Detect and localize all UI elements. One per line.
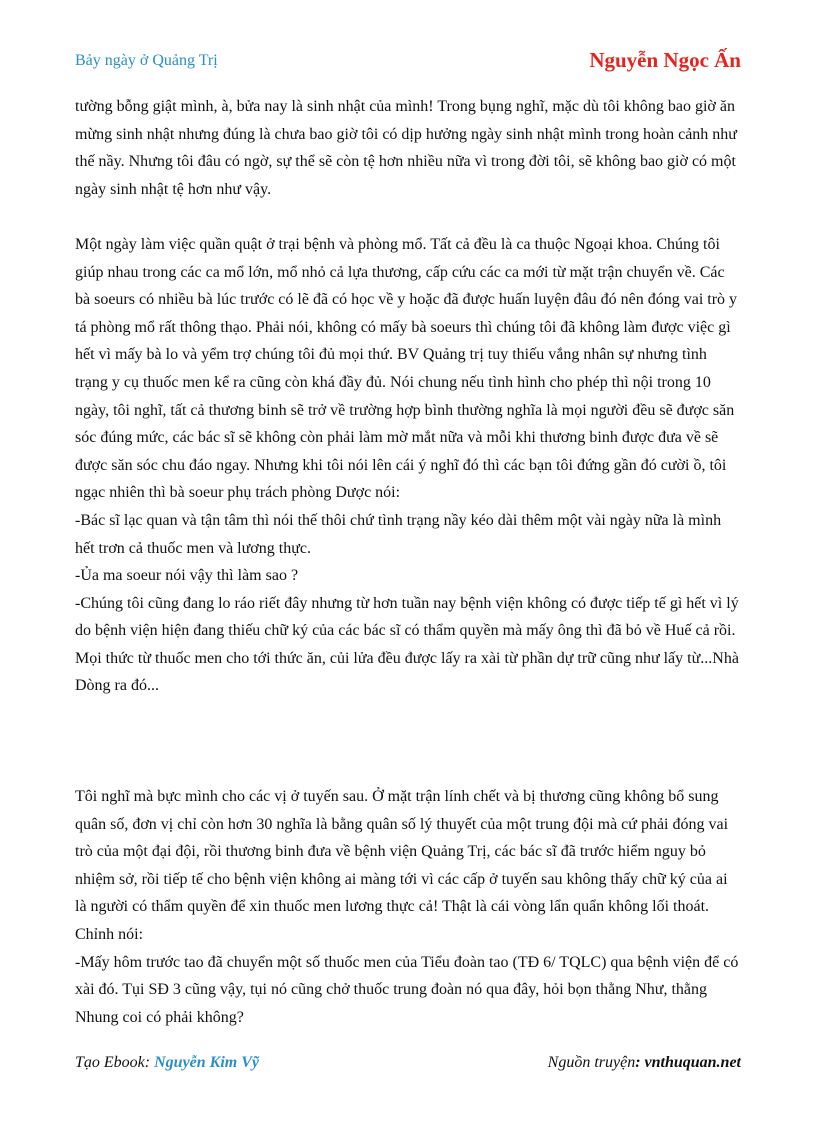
page-body xyxy=(75,93,743,1031)
ebook-creator-name: Nguyễn Kim Vỹ xyxy=(154,1054,259,1071)
paragraph: tường bỗng giật mình, à, bửa nay là sinh nhật của mình! Trong bụng nghĩ, mặc dù tôi không bao giờ ăn mừng sinh nhật nhưng đúng là chưa bao giờ tôi có dịp hưởng ngày sinh nhật mình trong hoàn cảnh như thế nầy. Nhưng tôi đâu có ngờ, sự thể sẽ còn tệ hơn nhiều nữa vì trong đời tôi, sẽ không bao giờ có một ngày sinh nhật tệ hơn như vậy. xyxy=(75,98,737,198)
ebook-credit xyxy=(75,1054,259,1072)
dialogue-line: -Chúng tôi cũng đang lo ráo riết đây nhưng từ hơn tuần nay bệnh viện không có được tiếp tế gì hết vì lý do bệnh viện hiện đang thiếu chữ ký của các bác sĩ có thẩm quyền mà mấy ông thì đã bỏ về Huế cả rồi. Mọi thức từ thuốc men cho tới thức ăn, củi lửa đều được lấy ra xài từ phần dự trữ cũng như lấy từ...Nhà Dòng ra đó... xyxy=(75,594,739,695)
source-credit xyxy=(548,1054,741,1072)
dialogue-line: -Mấy hôm trước tao đã chuyển một số thuốc men của Tiểu đoàn tao (TĐ 6/ TQLC) qua bệnh viện để có xài đó. Tụi SĐ 3 cũng vậy, tụi nó cũng chở thuốc trung đoàn nó qua đây, hỏi bọn thằng Như, thằng Nhung coi có phải không? xyxy=(75,953,739,1026)
dialogue-line: -Ủa ma soeur nói vậy thì làm sao ? xyxy=(75,567,299,585)
paragraph-gap xyxy=(75,203,743,231)
source-separator: : xyxy=(635,1054,645,1071)
source-site: vnthuquan.net xyxy=(644,1054,741,1071)
paragraph-gap xyxy=(75,700,743,783)
paragraph: Tôi nghĩ mà bực mình cho các vị ở tuyến sau. Ở mặt trận lính chết và bị thương cũng không bổ sung quân số, đơn vị chỉ còn hơn 30 nghĩa là bằng quân số lý thuyết của một trung đội mà cứ phải đóng vai trò của một đại đội, rồi thương binh đưa về bệnh viện Quảng Trị, các bác sĩ đã trước hiểm nguy bỏ nhiệm sở, rồi tiếp tế cho bệnh viện không ai màng tới vì các cấp ở tuyến sau không thấy chữ ký của ai là người có thẩm quyền để xin thuốc men lương thực cả! Thật là cái vòng lẩn quẩn không lối thoát. Chỉnh nói: xyxy=(75,788,729,944)
ebook-label: Tạo Ebook xyxy=(75,1054,145,1071)
paragraph: Một ngày làm việc quần quật ở trại bệnh và phòng mổ. Tất cả đều là ca thuộc Ngoại khoa. Chúng tôi giúp nhau trong các ca mổ lớn, mổ nhỏ cả lựa thương, cấp cứu các ca mới từ mặt trận chuyển về. Các bà soeurs có nhiều bà lúc trước có lẽ đã có học về y hoặc đã được huấn luyện đâu đó nên đóng vai trò y tá phòng mổ rất thông thạo. Phải nói, không có mấy bà soeurs thì chúng tôi đã không làm được việc gì hết vì mấy bà lo và yểm trợ chúng tôi đủ mọi thứ. BV Quảng trị tuy thiếu vắng nhân sự nhưng tình trạng y cụ thuốc men kể ra cũng còn khá đầy đủ. Nói chung nếu tình hình cho phép thì nội trong 10 ngày, tôi nghĩ, tất cả thương binh sẽ trở về trường hợp bình thường nghĩa là mọi người đều sẽ được săn sóc đúng mức, các bác sĩ sẽ không còn phải làm mờ mắt nữa và mỗi khi thương binh được đưa về sẽ được săn sóc chu đáo ngay. Nhưng khi tôi nói lên cái ý nghĩ đó thì các bạn tôi đứng gần đó cười ồ, tôi ngạc nhiên thì bà soeur phụ trách phòng Dược nói: xyxy=(75,235,738,502)
book-title: Bảy ngày ở Quảng Trị xyxy=(75,52,218,69)
author-name: Nguyễn Ngọc Ấn xyxy=(589,48,741,72)
ebook-separator: : xyxy=(144,1054,155,1071)
source-label: Nguồn truyện xyxy=(547,1054,636,1071)
dialogue-line: -Bác sĩ lạc quan và tận tâm thì nói thế thôi chứ tình trạng nầy kéo dài thêm một vài ngày nữa là mình hết trơn cả thuốc men và lương thực. xyxy=(75,511,722,557)
